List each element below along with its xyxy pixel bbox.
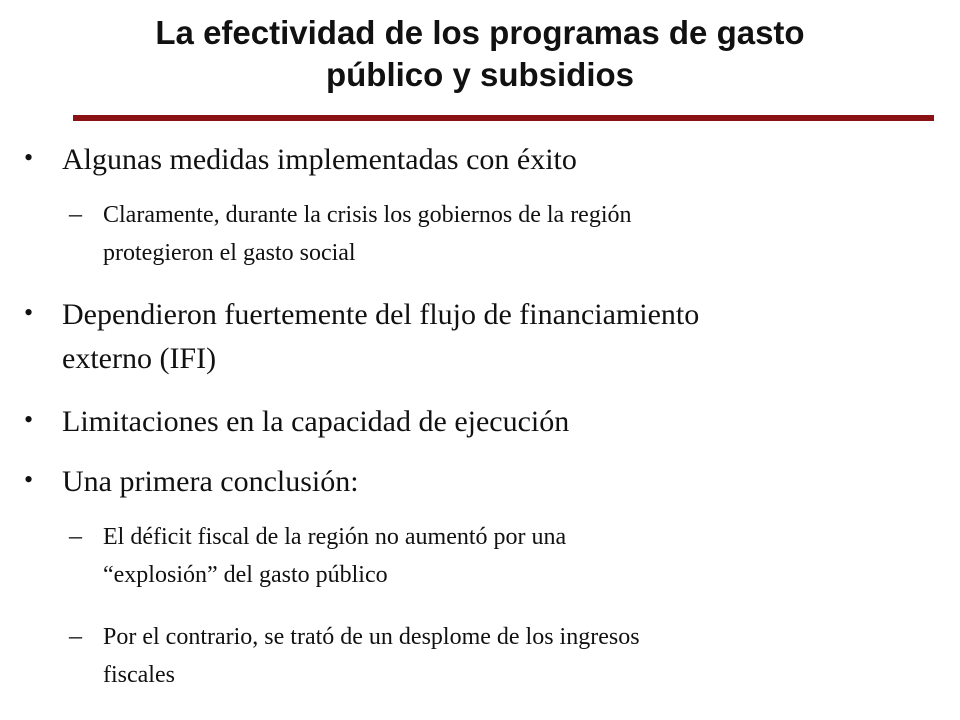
sub-bullet-text-line-2: “explosión” del gasto público — [103, 562, 388, 588]
bullet-icon: • — [24, 298, 34, 327]
sub-bullet-text-line-2: fiscales — [103, 662, 175, 688]
slide-title-line-1: La efectividad de los programas de gasto — [155, 14, 805, 51]
bullet-item — [24, 293, 912, 381]
bullet-text: Una primera conclusión: — [62, 465, 359, 498]
slide-title — [40, 12, 920, 96]
bullet-text-line-2: externo (IFI) — [62, 342, 217, 375]
bullet-icon: • — [24, 405, 34, 434]
bullet-item — [24, 460, 912, 504]
bullet-item — [24, 138, 912, 182]
dash-icon: – — [69, 199, 82, 228]
bullet-icon: • — [24, 465, 34, 494]
bullet-text: Limitaciones en la capacidad de ejecución — [62, 405, 570, 438]
sub-bullet-item — [69, 518, 903, 594]
sub-bullet-item — [69, 196, 903, 272]
slide-title-line-2: público y subsidios — [325, 56, 635, 93]
sub-bullet-item — [69, 618, 903, 694]
bullet-icon: • — [24, 143, 34, 172]
sub-bullet-text-line-1: El déficit fiscal de la región no aumentó por una — [103, 524, 567, 550]
sub-bullet-text-line-1: Por el contrario, se trató de un desplome de los ingresos — [103, 624, 640, 650]
bullet-text: Algunas medidas implementadas con éxito — [62, 143, 577, 176]
dash-icon: – — [69, 521, 82, 550]
sub-bullet-text-line-1: Claramente, durante la crisis los gobiernos de la región — [103, 202, 632, 228]
dash-icon: – — [69, 621, 82, 650]
bullet-item — [24, 400, 912, 444]
bullet-text-line-1: Dependieron fuertemente del flujo de financiamiento — [62, 298, 700, 331]
sub-bullet-text-line-2: protegieron el gasto social — [103, 240, 356, 266]
title-divider — [73, 115, 934, 121]
